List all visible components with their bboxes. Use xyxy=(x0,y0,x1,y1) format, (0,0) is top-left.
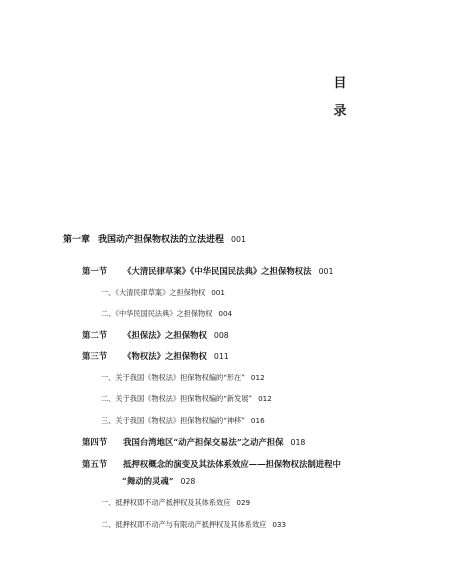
page-number: 001 xyxy=(211,288,225,297)
section-label: 第四节 xyxy=(82,437,108,447)
toc-title-char-2: 录 xyxy=(333,104,347,119)
page-number: 028 xyxy=(180,477,196,486)
subsection-title: 二、抵押权即不动产与有限动产抵押权及其体系效应 xyxy=(101,520,267,529)
subsection-title: 三、关于我国《物权法》担保物权编的“神移” xyxy=(101,416,245,425)
section-label: 第一节 xyxy=(82,266,108,276)
toc-subsection-1-2[interactable] xyxy=(101,310,232,317)
section-title: 抵押权概念的演变及其法体系效应——担保物权法制进程中 xyxy=(123,459,341,469)
page-number: 016 xyxy=(250,416,265,425)
section-title: 《担保法》之担保物权 xyxy=(123,330,207,340)
toc-subsection-5-2[interactable] xyxy=(101,521,286,528)
page-number: 001 xyxy=(318,267,334,276)
subsection-title: 二、《中华民国民法典》之担保物权 xyxy=(101,309,213,318)
chapter-label: 第一章 xyxy=(63,235,91,245)
toc-subsection-3-2[interactable] xyxy=(101,395,272,402)
page-number: 001 xyxy=(231,235,246,244)
subsection-title: 一、关于我国《物权法》担保物权编的“形在” xyxy=(101,373,245,382)
page-number: 012 xyxy=(250,373,265,382)
subsection-title: 二、关于我国《物权法》担保物权编的“新发展” xyxy=(101,394,253,403)
toc-subsection-5-1[interactable] xyxy=(101,499,250,506)
toc-section-1[interactable] xyxy=(82,267,333,276)
section-title: 我国台湾地区“动产担保交易法”之动产担保 xyxy=(123,437,284,447)
toc-subsection-1-1[interactable] xyxy=(101,289,225,296)
page-number: 011 xyxy=(213,352,229,361)
toc-subsection-3-1[interactable] xyxy=(101,374,265,381)
page-number: 033 xyxy=(272,520,287,529)
toc-title-char-1: 目 xyxy=(333,76,347,91)
page-number: 004 xyxy=(218,309,233,318)
chapter-title: 我国动产担保物权法的立法进程 xyxy=(98,235,225,245)
section-title: 《大清民律草案》《中华民国民法典》之担保物权法 xyxy=(123,266,312,276)
toc-section-3[interactable] xyxy=(82,352,229,361)
subsection-title: 一、抵押权即不动产抵押权及其体系效应 xyxy=(101,498,231,507)
page-number: 018 xyxy=(290,438,306,447)
toc-section-2[interactable] xyxy=(82,331,229,340)
toc-chapter-1[interactable] xyxy=(63,236,246,245)
section-label: 第三节 xyxy=(82,351,108,361)
page-number: 029 xyxy=(236,498,251,507)
toc-section-4[interactable] xyxy=(82,438,305,447)
page-number: 008 xyxy=(213,331,229,340)
section-title-continuation: “舞动的灵魂” xyxy=(122,476,174,486)
page-number: 012 xyxy=(258,394,272,403)
section-title: 《物权法》之担保物权 xyxy=(123,351,207,361)
section-label: 第二节 xyxy=(82,330,108,340)
toc-section-5-continuation[interactable] xyxy=(122,477,195,486)
subsection-title: 一、《大清民律草案》之担保物权 xyxy=(101,288,206,297)
section-label: 第五节 xyxy=(82,459,108,469)
toc-section-5[interactable] xyxy=(82,460,341,468)
toc-subsection-3-3[interactable] xyxy=(101,417,265,424)
